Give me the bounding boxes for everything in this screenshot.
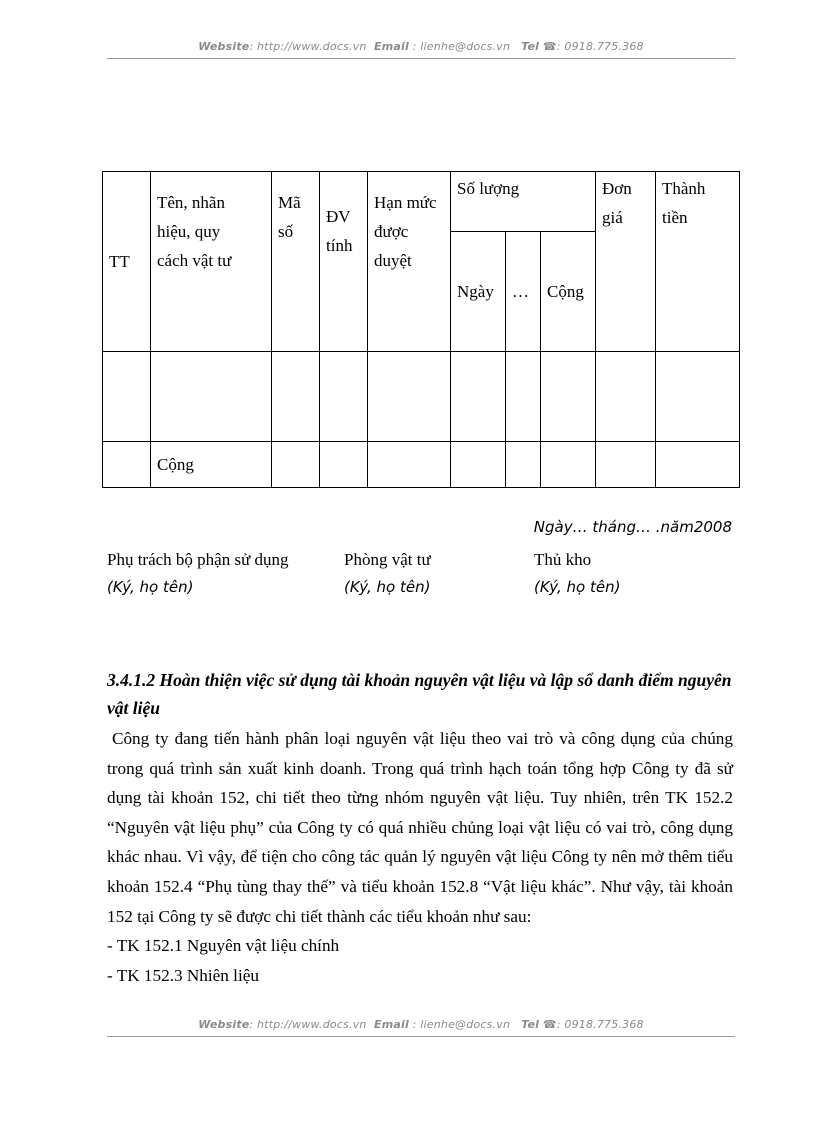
page-header: [107, 40, 735, 53]
page-footer: [107, 1018, 735, 1031]
date-line: Ngày… tháng… .năm2008: [533, 518, 732, 536]
tel-value: : 0918.775.368: [556, 40, 644, 53]
col-qty-day: Ngày: [451, 232, 506, 352]
phone-icon: ☎: [542, 40, 557, 53]
list-item: - TK 152.1 Nguyên vật liệu chính: [107, 936, 340, 956]
signature-note: (Ký, họ tên): [107, 578, 194, 596]
signature-supplies-dept: [344, 548, 431, 596]
supply-table: [102, 171, 740, 488]
website-label: Website: [198, 40, 250, 53]
col-price: Đơn giá: [596, 172, 656, 352]
email-value[interactable]: : lienhe@docs.vn: [408, 1018, 511, 1031]
website-value[interactable]: : http://www.docs.vn: [249, 1018, 367, 1031]
signature-usage-dept: [107, 548, 289, 596]
tel-label: Tel: [521, 40, 540, 53]
list-item: - TK 152.3 Nhiên liệu: [107, 965, 259, 985]
header-divider: [107, 58, 735, 59]
table-header-row: [103, 172, 740, 232]
signature-role: Thủ kho: [534, 550, 592, 569]
signature-note: (Ký, họ tên): [344, 578, 431, 596]
col-qty-dots: …: [506, 232, 541, 352]
col-limit: Hạn mức được duyệt: [368, 172, 451, 352]
col-unit: ĐV tính: [320, 172, 368, 352]
email-value[interactable]: : lienhe@docs.vn: [408, 40, 511, 53]
col-name: Tên, nhãn hiệu, quy cách vật tư: [151, 172, 272, 352]
col-qty-total: Cộng: [541, 232, 596, 352]
total-label: Cộng: [151, 442, 272, 488]
phone-icon: ☎: [542, 1018, 557, 1031]
tel-label: Tel: [521, 1018, 540, 1031]
table-total-row: [103, 442, 740, 488]
section-heading: 3.4.1.2 Hoàn thiện việc sử dụng tài khoản nguyên vật liệu và lập sổ danh điểm nguyên vật liệu: [107, 670, 732, 718]
website-value[interactable]: : http://www.docs.vn: [249, 40, 367, 53]
col-code: Mã số: [272, 172, 320, 352]
signature-note: (Ký, họ tên): [534, 578, 621, 596]
footer-divider: [107, 1036, 735, 1037]
col-qty: Số lượng: [451, 172, 596, 232]
signature-role: Phòng vật tư: [344, 550, 431, 569]
signature-role: Phụ trách bộ phận sử dụng: [107, 550, 289, 569]
email-label: Email: [374, 1018, 409, 1031]
website-label: Website: [198, 1018, 250, 1031]
signature-storekeeper: [534, 548, 620, 596]
table-row: [103, 352, 740, 442]
tel-value: : 0918.775.368: [556, 1018, 644, 1031]
col-amount: Thành tiền: [656, 172, 740, 352]
body-paragraph: Công ty đang tiến hành phân loại nguyên vật liệu theo vai trò và công dụng của chúng trong quá trình sản xuất kinh doanh. Trong quá trình hạch toán tổng hợp Công ty đã sử dụng tài khoản 152, chi tiết theo từng nhóm nguyên vật liệu. Tuy nhiên, trên TK 152.2 “Nguyên vật liệu phụ” của Công ty có quá nhiều chủng loại vật liệu có vai trò, công dụng khác nhau. Vì vậy, để tiện cho công tác quản lý nguyên vật liệu Công ty nên mở thêm tiểu khoản 152.4 “Phụ tùng thay thế” và tiểu khoản 152.8 “Vật liệu khác”. Như vậy, tài khoản 152 tại Công ty sẽ được chi tiết thành các tiểu khoản như sau:: [107, 729, 733, 926]
body-text: [107, 724, 733, 990]
email-label: Email: [374, 40, 409, 53]
col-tt: TT: [103, 172, 151, 352]
